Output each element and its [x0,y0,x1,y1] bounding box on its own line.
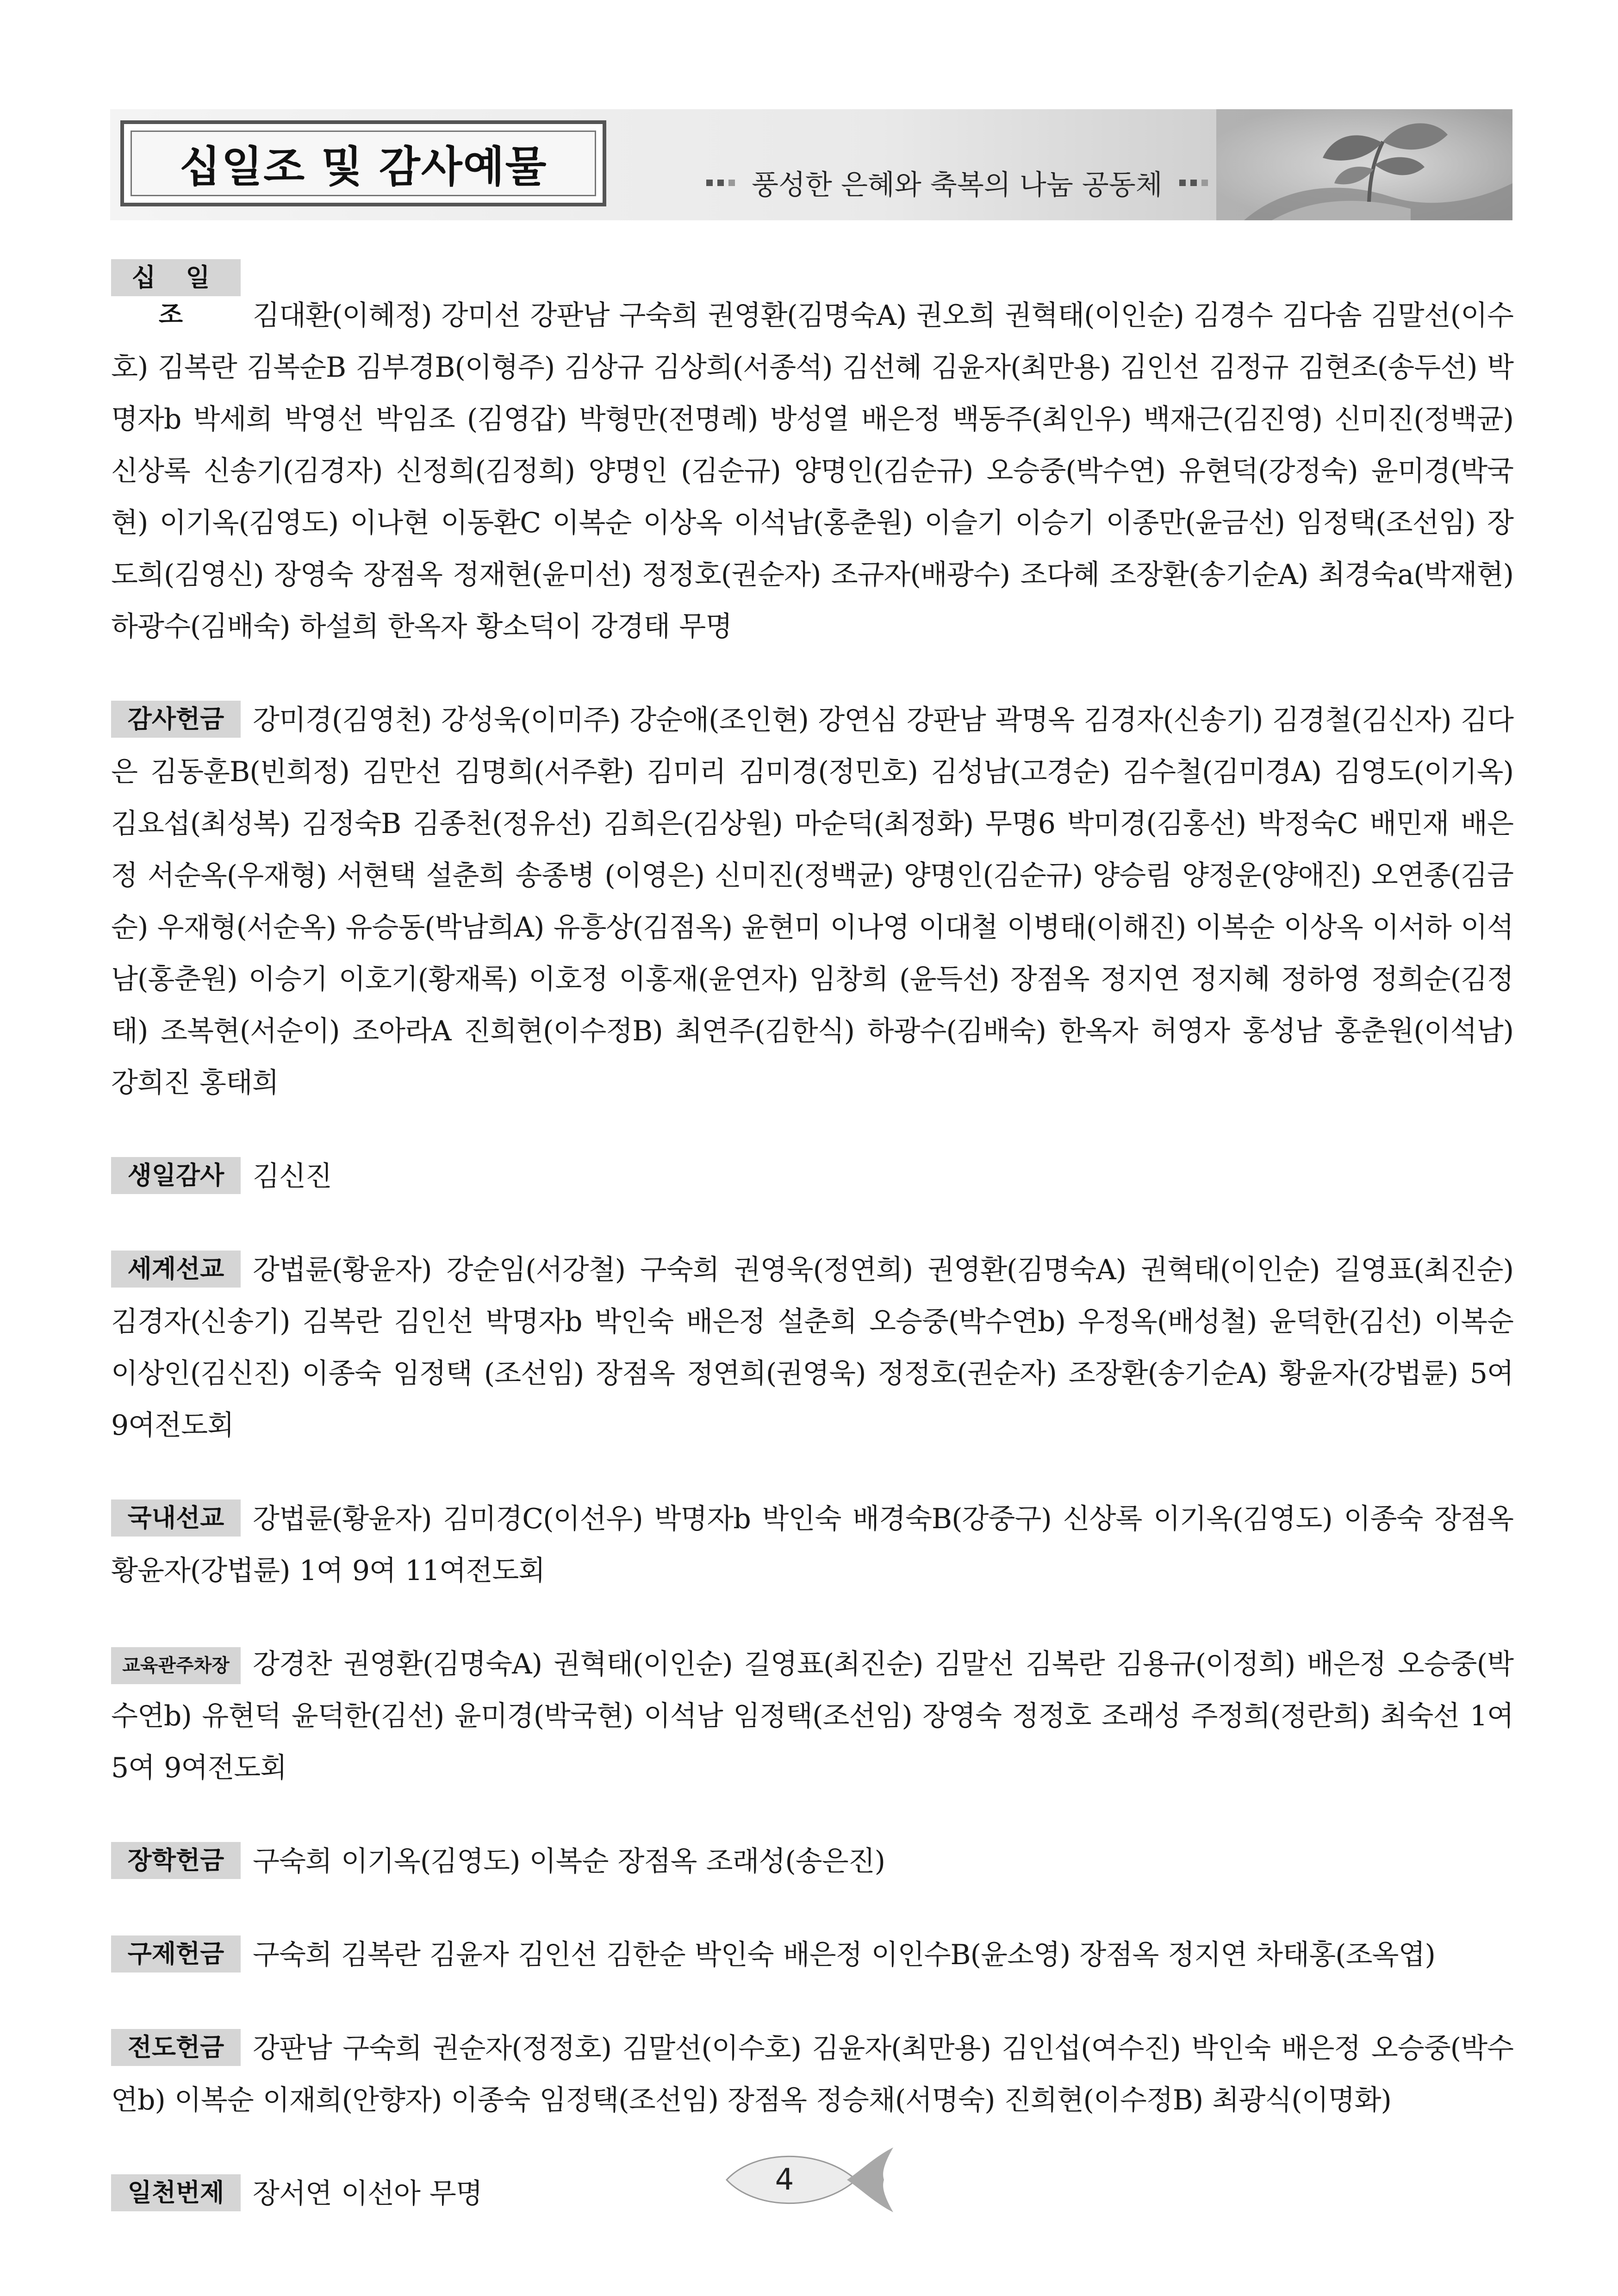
section-names: 강경찬 권영환(김명숙A) 권혁태(이인순) 길영표(최진순) 김말선 김복란 김용규(이정희) 배은정 오승중(박수연b) 유현덕 윤덕한(김선) 윤미경(박국현) 이석남 임정택(조선임) 장영숙 정정호 조래성 주정희(정란희) 최숙선 1여 5여 9여전도회 [111,1648,1513,1784]
section-names: 장서연 이선아 무명 [253,2178,482,2210]
section-label: 세계선교 [111,1251,241,1288]
section-names: 강판남 구숙희 권순자(정정호) 김말선(이수호) 김윤자(최만용) 김인섭(여수진) 박인숙 배은정 오승중(박수연b) 이복순 이재희(안향자) 이종숙 임정택(조선임) 장점옥 정승채(서명숙) 진희현(이수정B) 최광식(이명화) [111,2032,1513,2116]
section-names: 강법륜(황윤자) 강순임(서강철) 구숙희 권영욱(정연희) 권영환(김명숙A) 권혁태(이인순) 길영표(최진순) 김경자(신송기) 김복란 김인선 박명자b 박인숙 배은정 설춘희 오승중(박수연b) 우정옥(배성철) 윤덕한(김선) 이복순 이상인(김신진) 이종숙 임정택 (조선임) 장점옥 정연희(권영욱) 정정호(권순자) 조장환(송기순A) 황윤자(강법륜) 5여 9여전도회 [111,1254,1513,1442]
section-label: 구제헌금 [111,1935,241,1972]
page-title: 십일조 및 감사예물 [179,142,548,192]
section-label: 교육관주차장 [111,1647,241,1684]
section-label: 국내선교 [111,1500,241,1537]
subtitle-line [690,157,1225,208]
left-dots-decoration [706,180,735,186]
section-education-parking [111,1638,1513,1794]
section-names: 강법륜(황윤자) 김미경C(이선우) 박명자b 박인숙 배경숙B(강중구) 신상록 이기옥(김영도) 이종숙 장점옥 황윤자(강법륜) 1여 9여 11여전도회 [111,1503,1513,1587]
section-label: 일천번제 [111,2174,241,2211]
section-world-mission [111,1244,1513,1451]
section-label: 전도헌금 [111,2029,241,2066]
section-evangelism [111,2022,1513,2126]
section-label: 감사헌금 [111,701,241,738]
section-label: 십 일 조 [111,259,241,296]
section-domestic-mission [111,1493,1513,1597]
section-names: 김신진 [253,1160,332,1193]
section-label: 생일감사 [111,1157,241,1194]
section-birthday-thanks [111,1151,1513,1202]
title-box [120,120,606,206]
page-footer [722,2143,898,2217]
plant-sprout-in-hands-image [1216,109,1512,220]
section-names: 구숙희 이기옥(김영도) 이복순 장점옥 조래성(송은진) [253,1845,885,1878]
section-names: 강미경(김영천) 강성욱(이미주) 강순애(조인현) 강연심 강판남 곽명옥 김경자(신송기) 김경철(김신자) 김다은 김동훈B(빈희정) 김만선 김명희(서주환) 김미리 김미경(정민호) 김성남(고경순) 김수철(김미경A) 김영도(이기옥) 김요섭(최성복) 김정숙B 김종천(정유선) 김희은(김상원) 마순덕(최정화) 무명6 박미경(김홍선) 박정숙C 배민재 배은정 서순옥(우재형) 서현택 설춘희 송종병 (이영은) 신미진(정백균) 양명인(김순규) 양승림 양정운(양애진) 오연종(김금순) 우재형(서순옥) 유승동(박남희A) 유흥상(김점옥) 윤현미 이나영 이대철 이병태(이해진) 이복순 이상옥 이서하 이석남(홍춘원) 이승기 이호기(황재록) 이호정 이홍재(윤연자) 임창희 (윤득선) 장점옥 정지연 정지혜 정하영 정희순(김정태) 조복현(서순이) 조아라A 진희현(이수정B) 최연주(김한식) 하광수(김배숙) 한옥자 허영자 홍성남 홍춘원(이석남) 강희진 홍태희 [111,704,1513,1099]
section-names: 구숙희 김복란 김윤자 김인선 김한순 박인숙 배은정 이인수B(윤소영) 장점옥 정지연 차태홍(조옥엽) [253,1939,1435,1971]
section-tithe [111,259,1513,653]
right-dots-decoration [1179,180,1208,186]
offering-list [111,259,1513,2261]
section-label: 장학헌금 [111,1842,241,1879]
page-subtitle: 풍성한 은혜와 축복의 나눔 공동체 [752,169,1163,201]
section-relief [111,1929,1513,1981]
section-thanks-offering [111,694,1513,1109]
section-scholarship [111,1836,1513,1887]
section-names: 김대환(이혜정) 강미선 강판남 구숙희 권영환(김명숙A) 권오희 권혁태(이인순) 김경수 김다솜 김말선(이수호) 김복란 김복순B 김부경B(이형주) 김상규 김상희(서종석) 김선혜 김윤자(최만용) 김인선 김정규 김현조(송두선) 박명자b 박세희 박영선 박임조 (김영갑) 박형만(전명례) 방성열 배은정 백동주(최인우) 백재근(김진영) 신미진(정백균) 신상록 신송기(김경자) 신정희(김정희) 양명인 (김순규) 양명인(김순규) 오승중(박수연) 유현덕(강정숙) 윤미경(박국현) 이기옥(김영도) 이나현 이동환C 이복순 이상옥 이석남(홍춘원) 이슬기 이승기 이종만(윤금선) 임정택(조선임) 장도희(김영신) 장영숙 장점옥 정재현(윤미선) 정정호(권순자) 조규자(배광수) 조다혜 조장환(송기순A) 최경숙a(박재현) 하광수(김배숙) 하설희 한옥자 황소덕이 강경태 무명 [111,299,1513,643]
page-number: 4 [775,2163,794,2197]
